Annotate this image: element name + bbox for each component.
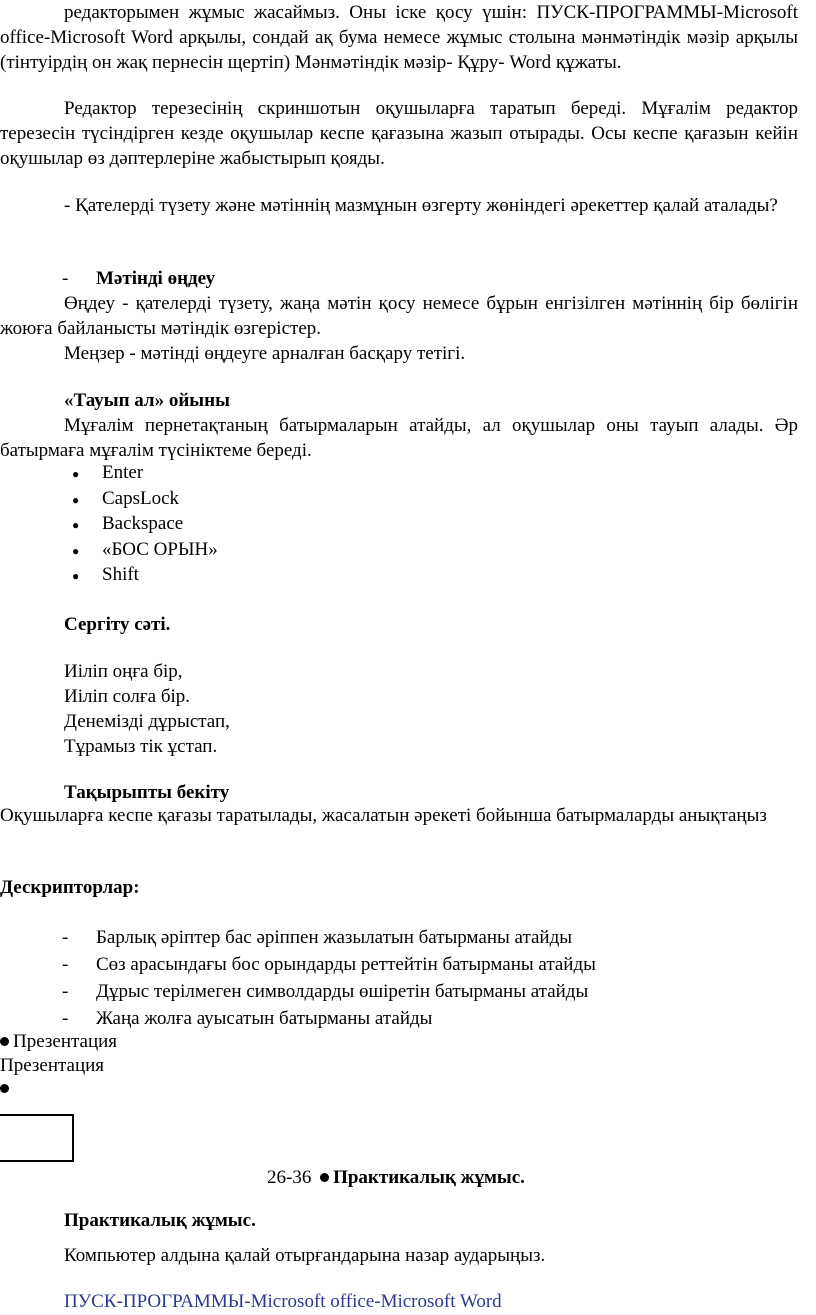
list-item: Сөз арасындағы бос орындарды реттейтін батырманы атайды: [96, 954, 596, 975]
poem-line: Иіліп оңға бір,: [64, 661, 183, 682]
handout-paragraph: Редактор терезесінің скриншотын оқушыларға таратып береді. Мұғалім редактор терезесін түсіндірген кезде оқушылар кеспе қағазына жазып отырады. Осы кеспе қағазын кейін оқушылар өз дәптерлеріне жабыстырып қояды.: [0, 98, 798, 169]
game-title: «Тауып ал» ойыны: [64, 390, 230, 411]
warmup-title: Сергіту сәті.: [64, 614, 171, 635]
dash-marker: -: [62, 954, 69, 975]
list-item: CapsLock: [102, 488, 180, 509]
bullet-icon: [320, 1173, 329, 1182]
intro-paragraph: редакторымен жұмыс жасаймыз. Оны іске қосу үшін: ПУСК-ПРОГРАММЫ-Microsoft office-Microsoft Word арқылы, сондай ақ бума немесе жұмыс столына мәнмәтіндік мәзір арқылы (тінтуірдің он жақ пернесін щертіп) Мәнмәтіндік мәзір- Құру- Word құжаты.: [0, 2, 798, 73]
time-range: 26-36: [267, 1167, 312, 1188]
poem-line: Тұрамыз тік ұстап.: [64, 736, 218, 757]
practical-line: [267, 1165, 525, 1190]
list-item: Shift: [102, 564, 139, 585]
dash-marker: -: [62, 927, 69, 948]
cursor-definition: Меңзер - мәтінді өңдеуге арналған басқару тетігі.: [64, 343, 466, 364]
start-menu-path: ПУСК-ПРОГРАММЫ-Microsoft office-Microsoft Word: [64, 1291, 502, 1312]
practical-subtitle: Практикалық жұмыс.: [64, 1210, 256, 1231]
list-item: Backspace: [102, 513, 184, 534]
consolidate-text: Оқушыларға кеспе қағазы таратылады, жасалатын әрекеті бойынша батырмаларды анықтаңыз: [0, 805, 767, 826]
list-item: Барлық әріптер бас әріппен жазылатын батырманы атайды: [96, 927, 573, 948]
poem-line: Денемізді дұрыстап,: [64, 711, 230, 732]
edit-definition: Өңдеу - қателерді түзету, жаңа мәтін қосу немесе бұрын енгізілген мәтіннің бір бөлігін жоюға байланысты мәтіндік өзгерістер.: [0, 293, 798, 339]
presentation-label-plain: Презентация: [0, 1055, 105, 1076]
question-paragraph: - Қателерді түзету және мәтіннің мазмұнын өзгерту жөніндегі әрекеттер қалай аталады?: [64, 195, 778, 216]
presentation-line: [0, 1029, 117, 1054]
bullet-icon: [0, 1037, 9, 1046]
edit-heading-dash: -: [62, 268, 69, 289]
bullet-icon: ●: [72, 467, 80, 481]
practical-note: Компьютер алдына қалай отырғандарына назар аударыңыз.: [64, 1245, 546, 1266]
bullet-icon: ●: [72, 493, 80, 507]
bullet-icon: ●: [72, 518, 80, 532]
edit-heading: Мәтінді өңдеу: [96, 268, 216, 289]
poem-line: Иіліп солға бір.: [64, 686, 191, 707]
empty-bullet: [0, 1076, 13, 1101]
list-item: Жаңа жолға ауысатын батырманы атайды: [96, 1008, 433, 1029]
game-description: Мұғалім пернетақтаның батырмаларын атайды, ал оқушылар оны тауып алады. Әр батырмаға мұғалім түсініктеме береді.: [0, 415, 798, 461]
dash-marker: -: [62, 981, 69, 1002]
empty-table-cell: [0, 1114, 74, 1162]
list-item: «БОС ОРЫН»: [102, 539, 218, 560]
list-item: Enter: [102, 462, 144, 483]
consolidate-title: Тақырыпты бекіту: [64, 782, 230, 803]
practical-heading: Практикалық жұмыс.: [333, 1167, 525, 1188]
list-item: Дұрыс терілмеген символдарды өшіретін батырманы атайды: [96, 981, 589, 1002]
presentation-label: Презентация: [13, 1031, 118, 1052]
descriptors-title: Дескрипторлар:: [0, 877, 140, 898]
dash-marker: -: [62, 1008, 69, 1029]
bullet-icon: ●: [72, 544, 80, 558]
bullet-icon: [0, 1084, 9, 1093]
bullet-icon: ●: [72, 569, 80, 583]
